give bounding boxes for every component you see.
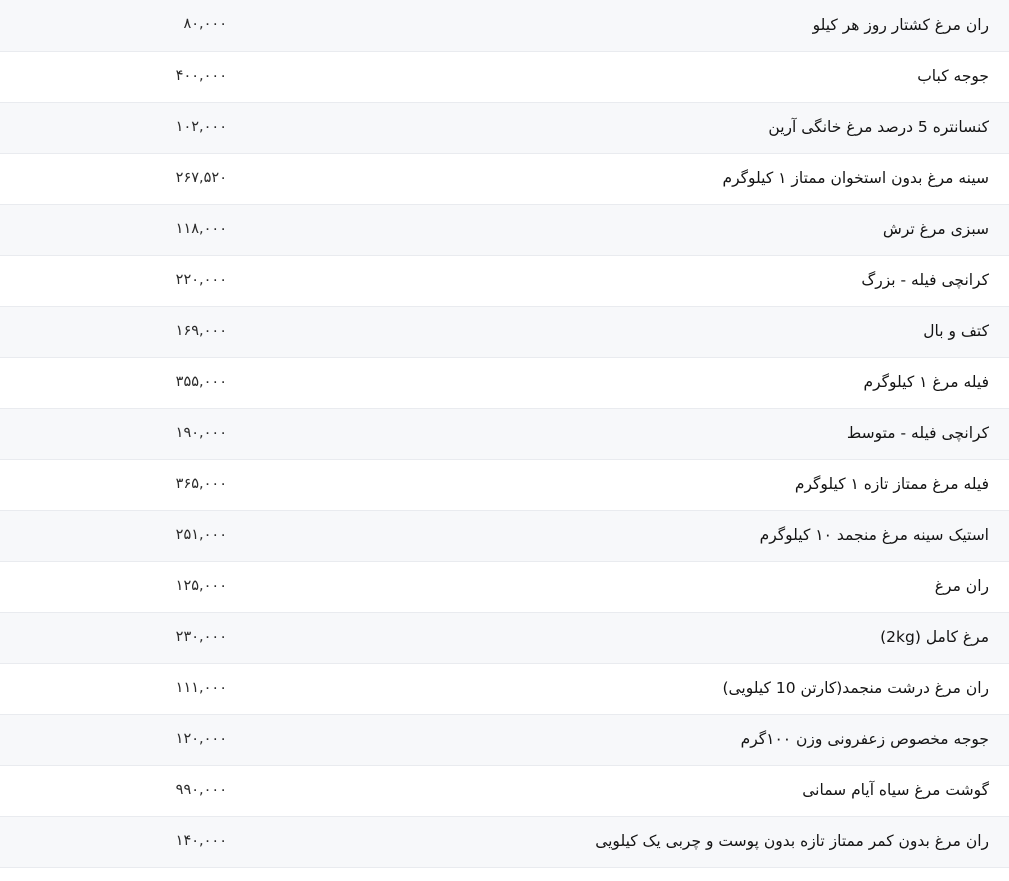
table-row[interactable] [0, 204, 1009, 255]
product-price-cell: ۱۹۰,۰۰۰ [0, 408, 249, 459]
product-price-cell: ۱۲۰,۰۰۰ [0, 714, 249, 765]
product-price-cell: ۱۶۹,۰۰۰ [0, 306, 249, 357]
product-name-cell: جوجه مخصوص زعفرونی وزن ۱۰۰گرم [249, 714, 1009, 765]
product-name-cell: کتف و بال [249, 306, 1009, 357]
product-name-cell: جوجه کباب [249, 51, 1009, 102]
product-price-cell: ۱۲۵,۰۰۰ [0, 561, 249, 612]
table-row[interactable] [0, 510, 1009, 561]
product-price-cell: ۲۶۷,۵۲۰ [0, 153, 249, 204]
table-row[interactable] [0, 408, 1009, 459]
product-price-cell: ۳۶۵,۰۰۰ [0, 459, 249, 510]
product-name-cell: استیک سینه مرغ منجمد ۱۰ کیلوگرم [249, 510, 1009, 561]
table-row[interactable] [0, 765, 1009, 816]
product-price-cell: ۴۰۰,۰۰۰ [0, 51, 249, 102]
product-name-cell: ران مرغ درشت منجمد(کارتن 10 کیلویی) [249, 663, 1009, 714]
product-price-cell: ۹۹۰,۰۰۰ [0, 765, 249, 816]
product-name-cell: مرغ کامل (2kg) [249, 612, 1009, 663]
table-row[interactable] [0, 459, 1009, 510]
table-row[interactable] [0, 153, 1009, 204]
product-name-cell: گوشت مرغ سیاه آیام سمانی [249, 765, 1009, 816]
table-row[interactable] [0, 816, 1009, 867]
table-row[interactable] [0, 0, 1009, 51]
product-price-cell: ۲۲۰,۰۰۰ [0, 255, 249, 306]
product-name-cell: کرانچی فیله - بزرگ [249, 255, 1009, 306]
product-price-cell: ۳۵۵,۰۰۰ [0, 357, 249, 408]
product-price-cell: ۱۱۸,۰۰۰ [0, 204, 249, 255]
table-row[interactable] [0, 357, 1009, 408]
product-name-cell: کرانچی فیله - متوسط [249, 408, 1009, 459]
table-row[interactable] [0, 51, 1009, 102]
table-row[interactable] [0, 306, 1009, 357]
table-row[interactable] [0, 714, 1009, 765]
table-row[interactable] [0, 561, 1009, 612]
product-name-cell: ران مرغ بدون کمر ممتاز تازه بدون پوست و چربی یک کیلویی [249, 816, 1009, 867]
table-row[interactable] [0, 102, 1009, 153]
product-name-cell: سینه مرغ بدون استخوان ممتاز ۱ کیلوگرم [249, 153, 1009, 204]
product-price-cell: ۲۵۱,۰۰۰ [0, 510, 249, 561]
product-name-cell: سبزی مرغ ترش [249, 204, 1009, 255]
product-price-cell: ۱۰۲,۰۰۰ [0, 102, 249, 153]
product-price-cell: ۸۰,۰۰۰ [0, 0, 249, 51]
product-price-cell: ۱۴۰,۰۰۰ [0, 816, 249, 867]
table-row[interactable] [0, 612, 1009, 663]
product-name-cell: فیله مرغ ممتاز تازه ۱ کیلوگرم [249, 459, 1009, 510]
product-name-cell: کنسانتره 5 درصد مرغ خانگی آرین [249, 102, 1009, 153]
product-price-cell: ۱۱۱,۰۰۰ [0, 663, 249, 714]
table-row[interactable] [0, 663, 1009, 714]
product-name-cell: فیله مرغ ۱ کیلوگرم [249, 357, 1009, 408]
product-name-cell: ران مرغ کشتار روز هر کیلو [249, 0, 1009, 51]
table-row[interactable] [0, 255, 1009, 306]
product-name-cell: ران مرغ [249, 561, 1009, 612]
product-price-cell: ۲۳۰,۰۰۰ [0, 612, 249, 663]
